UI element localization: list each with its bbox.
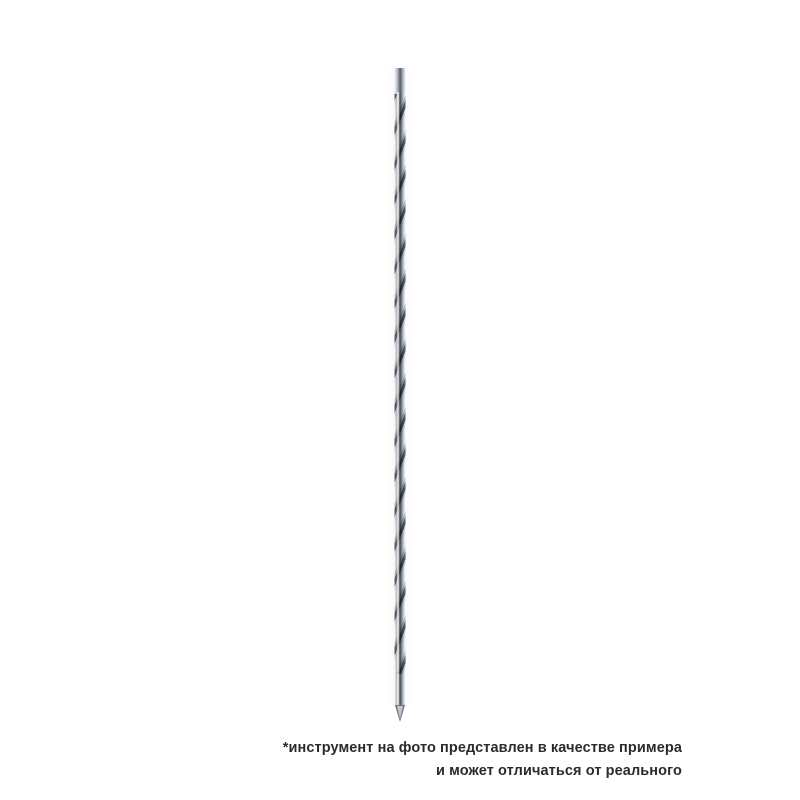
disclaimer-line-2: и может отличаться от реального [436,762,682,779]
drill-bit-shank [395,68,406,92]
drill-bit-tip-highlight [397,706,403,719]
disclaimer-line-1: *инструмент на фото представлен в качестве примера [282,740,682,757]
twist-drill-bit-image [393,68,407,706]
drill-bit-highlight [397,68,399,706]
disclaimer-caption [283,737,682,782]
